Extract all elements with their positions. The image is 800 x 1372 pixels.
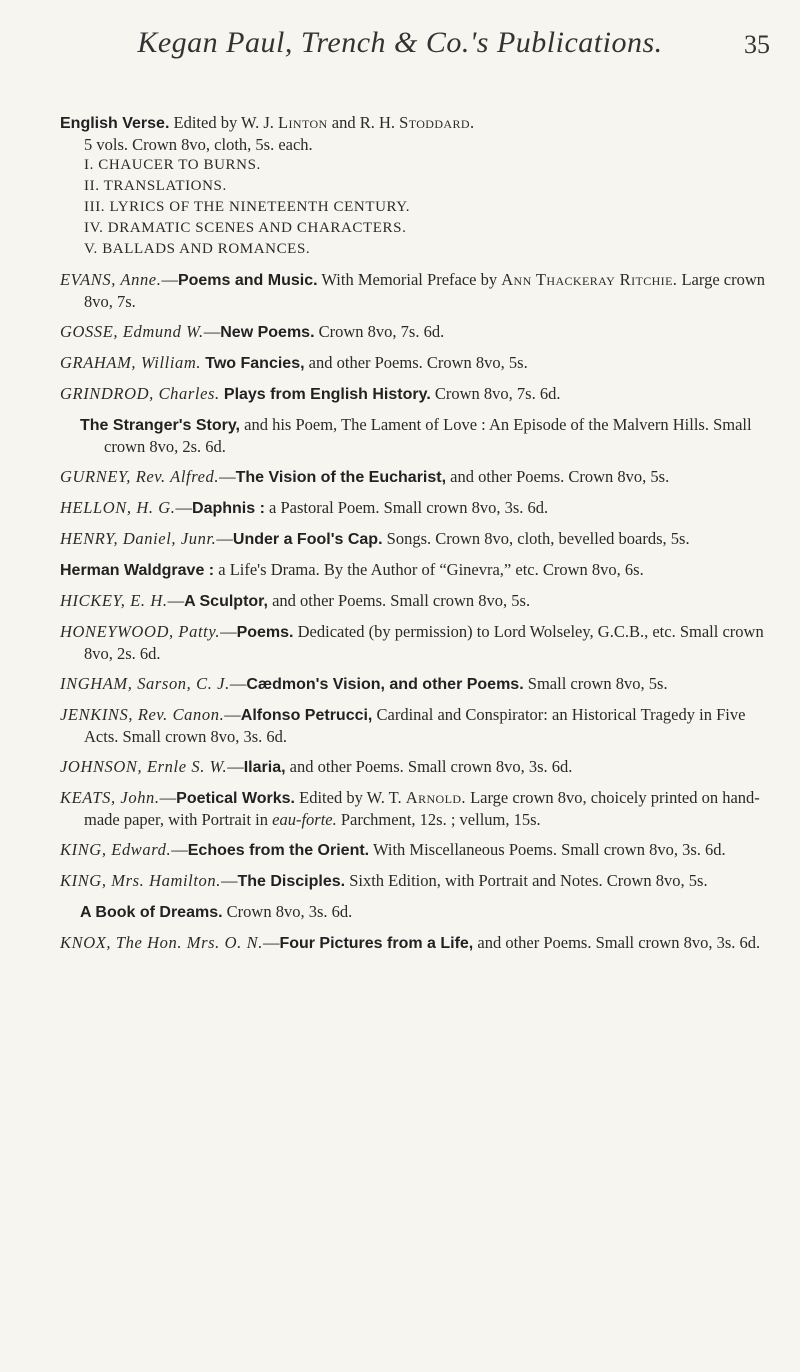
entry-work-title: Poetical Works.: [176, 790, 295, 807]
catalogue-entry: HICKEY, E. H.—A Sculptor, and other Poems. Small crown 8vo, 5s.: [60, 591, 531, 610]
entry-editor: Ann Thackeray Ritchie.: [501, 270, 678, 289]
entry-work-title: Poems.: [236, 624, 294, 641]
entry-author: KEATS, John.: [60, 788, 160, 807]
entry-work-title: A Sculptor,: [184, 593, 268, 610]
page-number: 35: [744, 30, 770, 59]
entry-work-title: Poems and Music.: [177, 272, 318, 289]
volume-item: I. CHAUCER TO BURNS.: [84, 157, 261, 173]
catalogue-entry: INGHAM, Sarson, C. J.—Cædmon's Vision, and other Poems. Small crown 8vo, 5s.: [60, 674, 668, 693]
entry-author: HONEYWOOD, Patty.: [60, 622, 221, 641]
volume-item: IV. DRAMATIC SCENES AND CHARACTERS.: [84, 220, 407, 236]
entry-author: JENKINS, Rev. Canon.: [60, 705, 225, 724]
entry-details: Crown 8vo, 7s. 6d.: [314, 322, 445, 341]
entry-work-title: Echoes from the Orient.: [187, 842, 370, 859]
entry-details: and his Poem, The Lament of Love : An Episode of the Malvern Hills. Small crown 8vo, 2s. 6d.: [104, 415, 752, 456]
catalogue-entry: KING, Edward.—Echoes from the Orient. With Miscellaneous Poems. Small crown 8vo, 3s. 6d.: [60, 840, 726, 859]
entry-editor: Arnold.: [405, 788, 466, 807]
entry-work-title: Herman Waldgrave :: [60, 562, 215, 579]
entry-details: and other Poems. Small crown 8vo, 3s. 6d.: [285, 757, 573, 776]
catalogue-entry: JOHNSON, Ernle S. W.—Ilaria, and other Poems. Small crown 8vo, 3s. 6d.: [60, 757, 573, 776]
entry-author: KING, Edward.: [60, 840, 172, 859]
entry-work-title: Alfonso Petrucci,: [240, 707, 373, 724]
entry-author: EVANS, Anne.: [60, 270, 162, 289]
catalogue-entry-english-verse: [60, 112, 765, 155]
entry-details: and other Poems. Crown 8vo, 5s.: [446, 467, 670, 486]
entry-author: GURNEY, Rev. Alfred.: [60, 467, 220, 486]
catalogue-entry: [60, 352, 765, 374]
entry-details: 5 vols. Crown 8vo, cloth, 5s. each.: [84, 135, 313, 154]
catalogue-entry: HONEYWOOD, Patty.—Poems. Dedicated (by permission) to Lord Wolseley, G.C.B., etc. Small crown 8vo, 2s. 6d.: [60, 622, 764, 663]
entry-author: HENRY, Daniel, Junr.: [60, 529, 217, 548]
entry-author: INGHAM, Sarson, C. J.: [60, 674, 230, 693]
entry-details: Dedicated (by permission) to Lord Wolseley, G.C.B., etc. Small crown 8vo, 2s. 6d.: [84, 622, 764, 663]
entry-work-title: English Verse.: [60, 115, 170, 132]
volume-item: V. BALLADS AND ROMANCES.: [84, 241, 311, 257]
entry-details: a Life's Drama. By the Author of “Ginevra,” etc. Crown 8vo, 6s.: [214, 560, 644, 579]
entry-work-title: A Book of Dreams.: [80, 904, 223, 921]
entry-work-title: Ilaria,: [243, 759, 286, 776]
catalogue-entry: [80, 901, 765, 923]
catalogue-entries: [60, 112, 765, 963]
volume-item: II. TRANSLATIONS.: [84, 178, 227, 194]
entry-work-title: Four Pictures from a Life,: [279, 935, 474, 952]
volume-list: [84, 155, 765, 260]
catalogue-entry: GURNEY, Rev. Alfred.—The Vision of the Eucharist, and other Poems. Crown 8vo, 5s.: [60, 467, 670, 486]
catalogue-entry: KING, Mrs. Hamilton.—The Disciples. Sixth Edition, with Portrait and Notes. Crown 8vo, 5s.: [60, 871, 708, 890]
entry-details: Large crown 8vo, 7s.: [84, 270, 765, 311]
catalogue-entry: GOSSE, Edmund W.—New Poems. Crown 8vo, 7s. 6d.: [60, 322, 445, 341]
entry-author: GRAHAM, William.: [60, 353, 202, 372]
entry-details: Crown 8vo, 3s. 6d.: [222, 902, 353, 921]
entry-work-title: The Vision of the Eucharist,: [235, 469, 447, 486]
entry-text: Edited by W. J.: [169, 113, 279, 132]
entry-author: KNOX, The Hon. Mrs. O. N.: [60, 933, 263, 952]
entry-author: HICKEY, E. H.: [60, 591, 168, 610]
entry-details: and other Poems. Small crown 8vo, 5s.: [267, 591, 531, 610]
entry-work-title: New Poems.: [220, 324, 315, 341]
running-title: Kegan Paul, Trench & Co.'s Publications.: [137, 26, 663, 59]
entry-work-title: Under a Fool's Cap.: [232, 531, 383, 548]
entry-editor: Stoddard.: [399, 113, 475, 132]
catalogue-entry: KEATS, John.—Poetical Works. Edited by W. T. Arnold. Large crown 8vo, choicely printed on hand-made paper, with Portrait in eau-forte. Parchment, 12s. ; vellum, 15s.: [60, 788, 760, 829]
entry-details: Sixth Edition, with Portrait and Notes. Crown 8vo, 5s.: [345, 871, 708, 890]
entry-details: Large crown 8vo, choicely printed on hand-made paper, with Portrait in: [84, 788, 760, 829]
entry-author: GOSSE, Edmund W.: [60, 322, 204, 341]
catalogue-entry: KNOX, The Hon. Mrs. O. N.—Four Pictures from a Life, and other Poems. Small crown 8vo, 3s. 6d.: [60, 933, 761, 952]
entry-author: HELLON, H. G.: [60, 498, 176, 517]
entry-details-italic: eau-forte.: [272, 810, 337, 829]
entry-work-title: The Stranger's Story,: [80, 417, 240, 434]
entry-author: KING, Mrs. Hamilton.: [60, 871, 221, 890]
entry-details: Edited by W. T.: [295, 788, 406, 807]
entry-details: Cardinal and Conspirator: an Historical Tragedy in Five Acts. Small crown 8vo, 3s. 6d.: [84, 705, 746, 746]
entry-details: and other Poems. Small crown 8vo, 3s. 6d.: [473, 933, 761, 952]
entry-work-title: Plays from English History.: [223, 386, 431, 403]
entry-details: Songs. Crown 8vo, cloth, bevelled boards, 5s.: [382, 529, 690, 548]
entry-details: Small crown 8vo, 5s.: [523, 674, 668, 693]
entry-details: With Memorial Preface by: [317, 270, 502, 289]
entry-details: and other Poems. Crown 8vo, 5s.: [304, 353, 528, 372]
catalogue-entry: [60, 559, 765, 581]
catalogue-entry: HENRY, Daniel, Junr.—Under a Fool's Cap. Songs. Crown 8vo, cloth, bevelled boards, 5s.: [60, 529, 690, 548]
entry-author: GRINDROD, Charles.: [60, 384, 220, 403]
entry-details: With Miscellaneous Poems. Small crown 8vo, 3s. 6d.: [369, 840, 726, 859]
catalogue-entry: [60, 383, 765, 405]
entry-work-title: Daphnis :: [192, 500, 265, 517]
volume-item: III. LYRICS OF THE NINETEENTH CENTURY.: [84, 199, 411, 215]
entry-work-title: Two Fancies,: [205, 355, 305, 372]
entry-details: Parchment, 12s. ; vellum, 15s.: [336, 810, 541, 829]
entry-author: JOHNSON, Ernle S. W.: [60, 757, 228, 776]
entry-details: Crown 8vo, 7s. 6d.: [430, 384, 561, 403]
running-head: [0, 26, 800, 76]
entry-work-title: The Disciples.: [237, 873, 346, 890]
catalogue-entry: HELLON, H. G.—Daphnis : a Pastoral Poem. Small crown 8vo, 3s. 6d.: [60, 498, 549, 517]
catalogue-entry: JENKINS, Rev. Canon.—Alfonso Petrucci, Cardinal and Conspirator: an Historical Tragedy in Five Acts. Small crown 8vo, 3s. 6d.: [60, 705, 746, 746]
catalogue-entry: [80, 414, 765, 457]
entry-editor: Linton: [278, 113, 328, 132]
catalogue-entry: EVANS, Anne.—Poems and Music. With Memorial Preface by Ann Thackeray Ritchie. Large crown 8vo, 7s.: [60, 270, 765, 311]
entry-text: and R. H.: [327, 113, 400, 132]
entry-work-title: Cædmon's Vision, and other Poems.: [246, 676, 524, 693]
entry-details: a Pastoral Poem. Small crown 8vo, 3s. 6d.: [264, 498, 549, 517]
